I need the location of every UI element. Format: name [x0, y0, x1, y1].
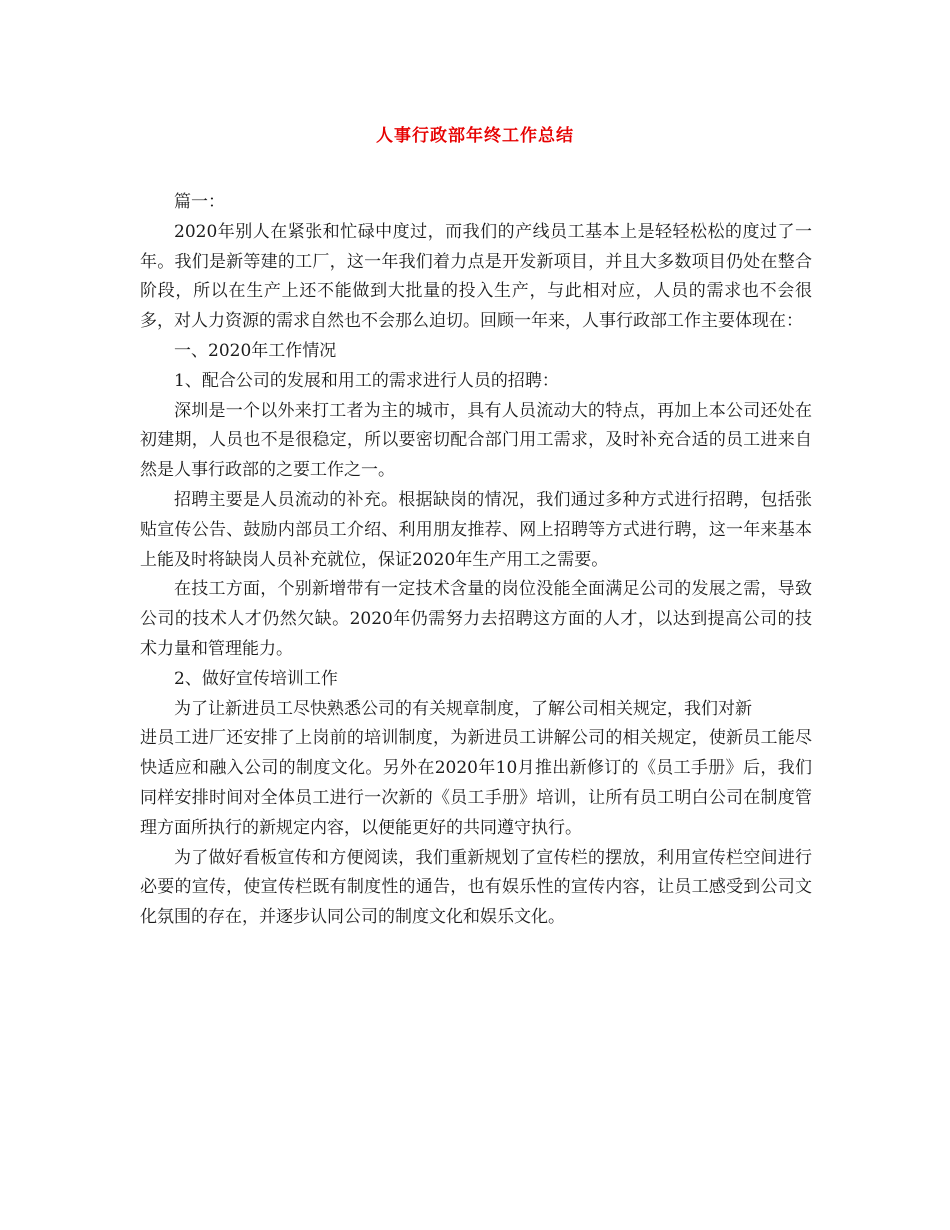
paragraph-technical-staff: 在技工方面，个别新增带有一定技术含量的岗位没能全面满足公司的发展之需，导致公司的技术人才仍然欠缺。2020年仍需努力去招聘这方面的人才，以达到提高公司的技术力量和管理能力。 — [140, 579, 812, 659]
paragraph-bulletin-board: 为了做好看板宣传和方便阅读，我们重新规划了宣传栏的摆放，利用宣传栏空间进行必要的宣传，使宣传栏既有制度性的通告，也有娱乐性的宣传内容，让员工感受到公司文化氛围的存在，并逐步认同公司的制度文化和娱乐文化。 — [140, 847, 812, 928]
paragraph-recruitment-methods: 招聘主要是人员流动的补充。根据缺岗的情况，我们通过多种方式进行招聘，包括张贴宣传公告、鼓励内部员工介绍、利用朋友推荐、网上招聘等方式进行聘，这一年来基本上能及时将缺岗人员补充就位，保证2020年生产用工之需要。 — [140, 489, 812, 570]
paragraph-intro: 2020年别人在紧张和忙碌中度过，而我们的产线员工基本上是轻轻松松的度过了一年。我们是新等建的工厂，这一年我们着力点是开发新项目，并且大多数项目仍处在整合阶段，所以在生产上还不能做到大批量的投入生产，与此相对应，人员的需求也不会很多，对人力资源的需求自然也不会那么迫切。回顾一年来，人事行政部工作主要体现在： — [140, 221, 812, 332]
document-title: 人事行政部年终工作总结 — [376, 126, 574, 146]
heading-work-status: 一、2020年工作情况 — [174, 340, 337, 361]
paragraph-training-start: 为了让新进员工尽快熟悉公司的有关规章制度，了解公司相关规定，我们对新 — [174, 698, 752, 719]
paragraph-shenzhen: 深圳是一个以外来打工者为主的城市，具有人员流动大的特点，再加上本公司还处在初建期，人员也不是很稳定，所以要密切配合部门用工需求，及时补充合适的员工进来自然是人事行政部的之要工作之一。 — [140, 400, 812, 481]
paragraph-section-label: 篇一： — [174, 192, 225, 212]
paragraph-training-continued: 进员工进厂还安排了上岗前的培训制度，为新进员工讲解公司的相关规定，使新员工能尽快适应和融入公司的制度文化。另外在2020年10月推出新修订的《员工手册》后，我们同样安排时间对全体员工进行一次新的《员工手册》培训，让所有员工明白公司在制度管理方面所执行的新规定内容，以便能更好的共同遵守执行。 — [140, 728, 812, 838]
document-body — [140, 188, 812, 933]
heading-training: 2、做好宣传培训工作 — [174, 668, 338, 689]
heading-recruitment: 1、配合公司的发展和用工的需求进行人员的招聘： — [174, 370, 559, 391]
